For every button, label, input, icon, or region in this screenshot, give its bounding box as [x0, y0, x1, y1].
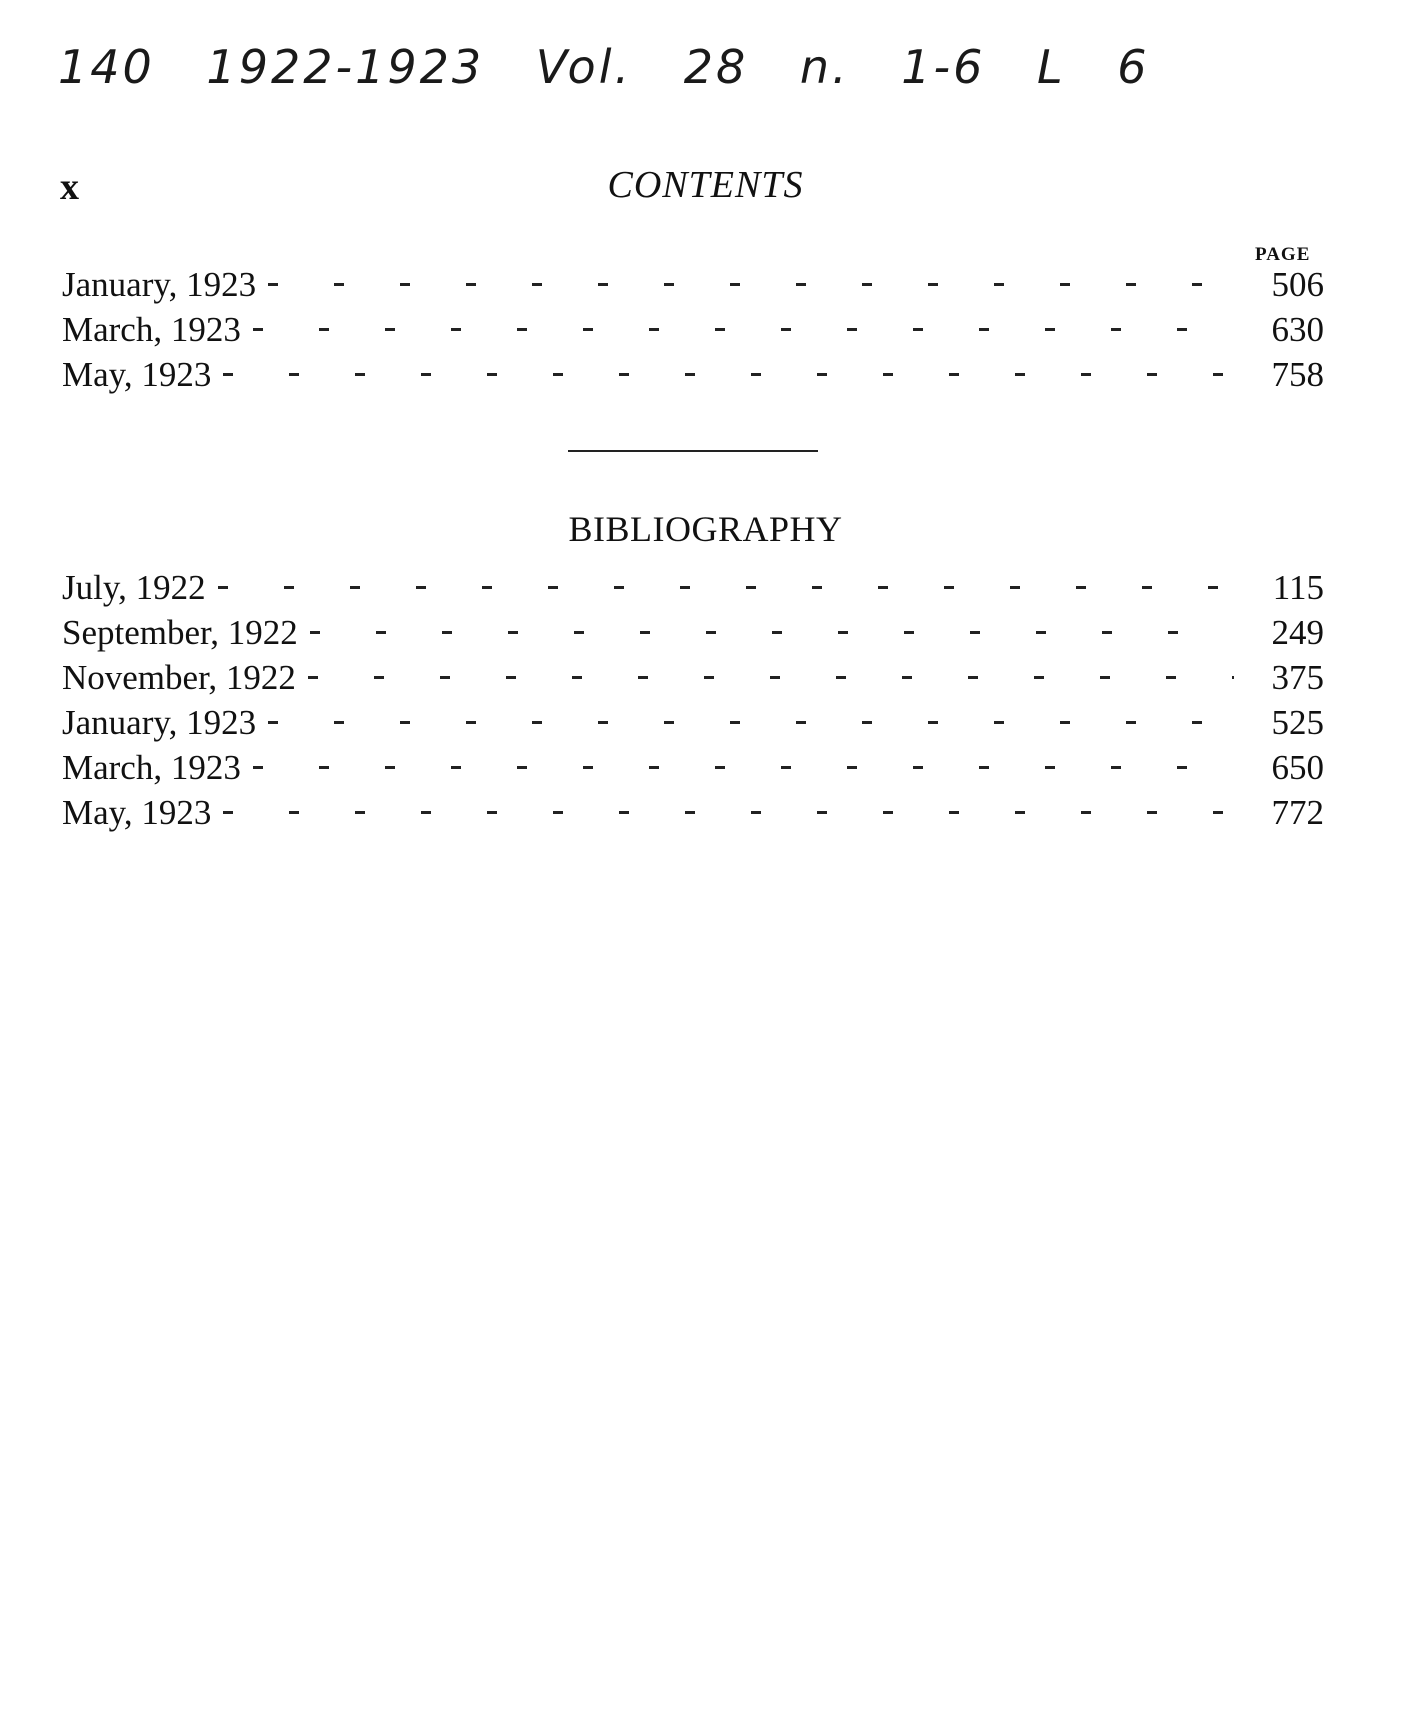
dot-leader [223, 373, 1234, 376]
page-marker: x [60, 166, 79, 208]
entry-label: March, 1923 [62, 748, 241, 787]
contents-entry [62, 355, 1324, 400]
entry-page: 506 [1271, 265, 1324, 304]
bibliography-entry [62, 613, 1324, 658]
dot-leader [310, 631, 1234, 634]
contents-list [62, 265, 1324, 400]
entry-label: January, 1923 [62, 265, 257, 304]
entry-page: 115 [1272, 568, 1324, 607]
entry-page: 758 [1271, 355, 1324, 394]
bibliography-entry [62, 703, 1324, 748]
entry-page: 525 [1271, 703, 1324, 742]
entry-label: January, 1923 [62, 703, 257, 742]
entry-label: May, 1923 [62, 793, 212, 832]
entry-label: March, 1923 [62, 310, 241, 349]
entry-page: 650 [1271, 748, 1324, 787]
contents-entry [62, 310, 1324, 355]
bibliography-entry [62, 793, 1324, 838]
dot-leader [218, 586, 1234, 589]
contents-entry [62, 265, 1324, 310]
entry-label: May, 1923 [62, 355, 212, 394]
bibliography-entry [62, 748, 1324, 793]
entry-label: November, 1922 [62, 658, 296, 697]
entry-label: September, 1922 [62, 613, 298, 652]
dot-leader [308, 676, 1234, 679]
dot-leader [253, 328, 1234, 331]
bibliography-title: BIBLIOGRAPHY [568, 509, 843, 549]
dot-leader [253, 766, 1234, 769]
dot-leader [223, 811, 1234, 814]
entry-page: 772 [1271, 793, 1324, 832]
bibliography-entry [62, 658, 1324, 703]
dot-leader [268, 721, 1234, 724]
section-divider [568, 450, 818, 452]
entry-page: 630 [1271, 310, 1324, 349]
bibliography-list [62, 568, 1324, 838]
running-head: CONTENTS [607, 164, 804, 206]
bibliography-entry [62, 568, 1324, 613]
entry-page: 375 [1271, 658, 1324, 697]
dot-leader [268, 283, 1234, 286]
handwritten-catalog-note: 140 1922-1923 Vol. 28 n. 1-6 L 6 [58, 40, 1150, 94]
page-column-label: PAGE [1255, 244, 1311, 265]
entry-label: July, 1922 [62, 568, 206, 607]
entry-page: 249 [1271, 613, 1324, 652]
